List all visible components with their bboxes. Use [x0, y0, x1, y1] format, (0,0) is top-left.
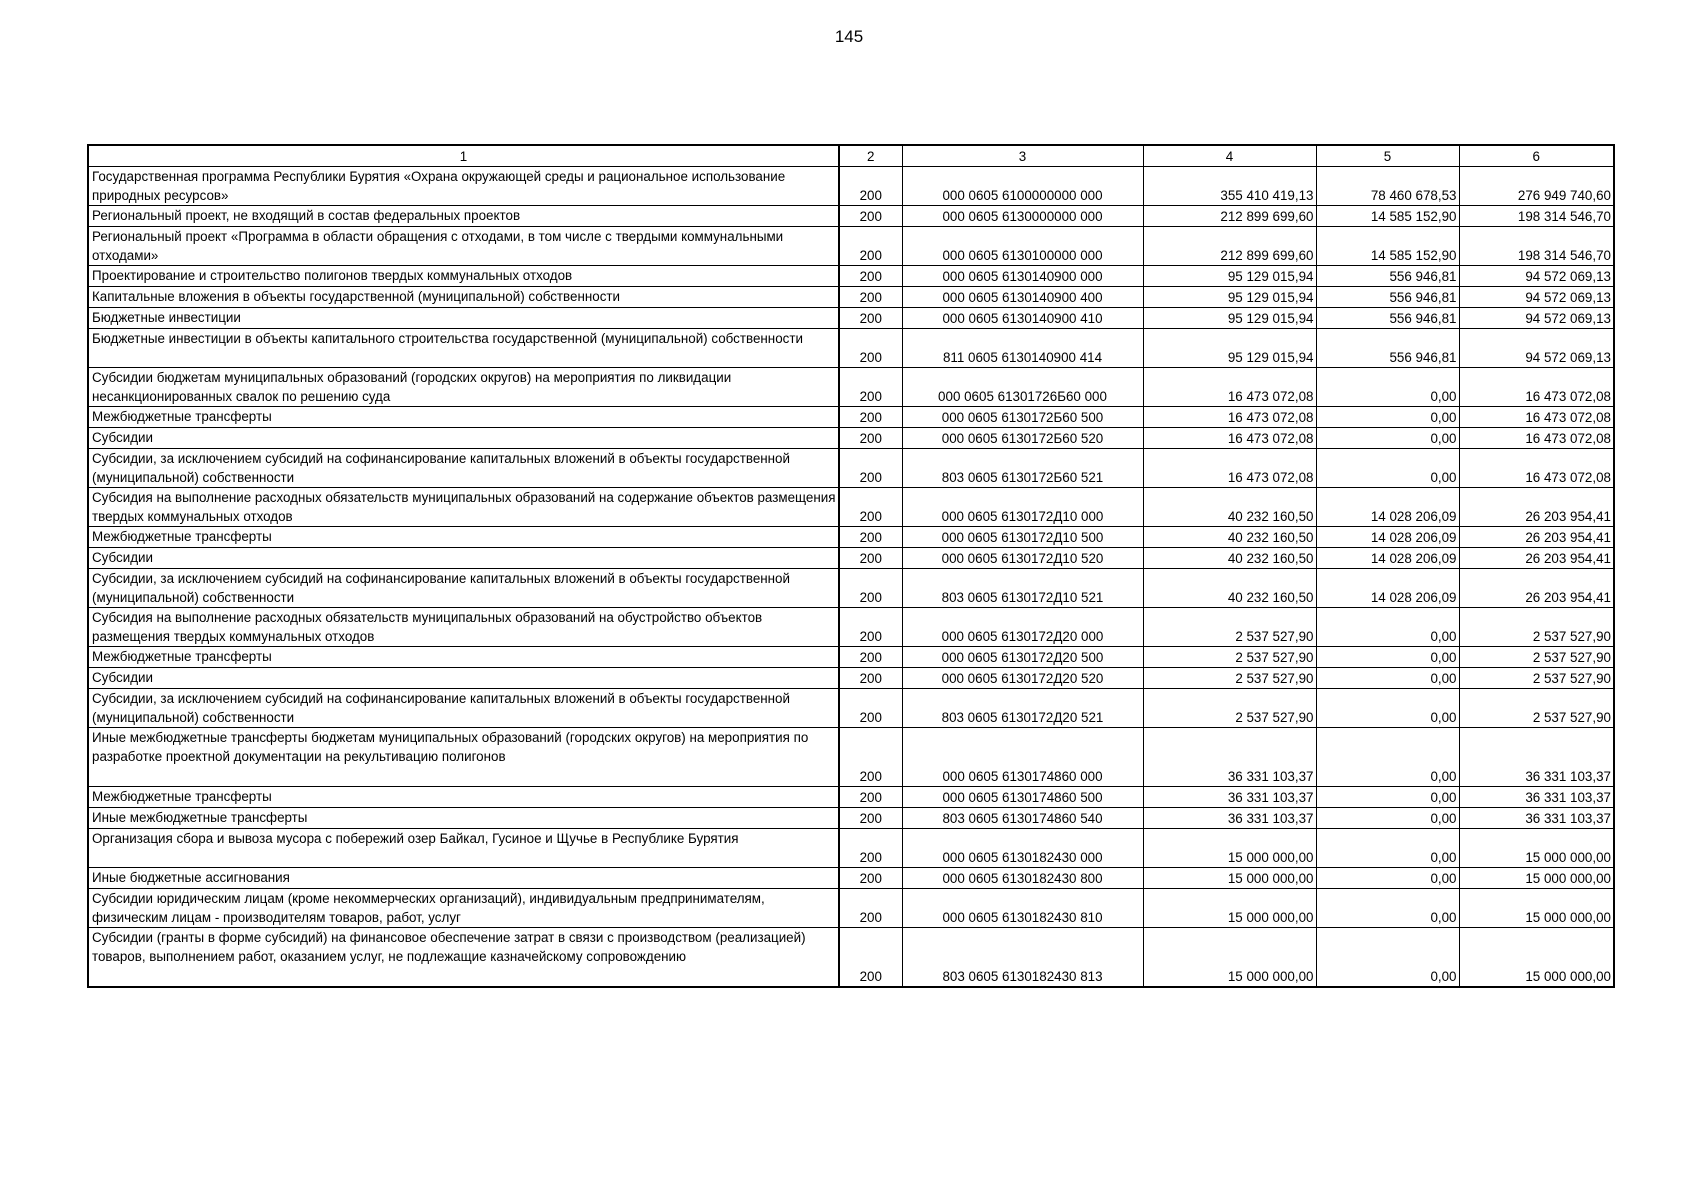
table-row: [88, 227, 1614, 266]
table-row: [88, 368, 1614, 407]
row-value-col4: 15 000 000,00: [1143, 889, 1316, 928]
row-name: Субсидия на выполнение расходных обязательств муниципальных образований на обустройство объектов размещения твердых коммунальных отходов: [88, 608, 839, 647]
row-admin-code: 200: [839, 287, 902, 308]
table-body: [88, 167, 1614, 988]
row-budget-code: 803 0605 6130172Д10 521: [902, 569, 1143, 608]
row-value-col4: 36 331 103,37: [1143, 808, 1316, 829]
row-value-col5: 0,00: [1316, 647, 1459, 668]
row-value-col6: 26 203 954,41: [1459, 569, 1614, 608]
row-value-col5: 556 946,81: [1316, 308, 1459, 329]
row-value-col5: 0,00: [1316, 407, 1459, 428]
row-value-col5: 14 028 206,09: [1316, 488, 1459, 527]
row-name: Субсидии, за исключением субсидий на софинансирование капитальных вложений в объекты государственной (муниципальной) собственности: [88, 689, 839, 728]
row-value-col6: 15 000 000,00: [1459, 928, 1614, 988]
row-value-col4: 16 473 072,08: [1143, 428, 1316, 449]
row-name: Организация сбора и вывоза мусора с побережий озер Байкал, Гусиное и Щучье в Республике Бурятия: [88, 829, 839, 868]
table-row: [88, 329, 1614, 368]
row-budget-code: 000 0605 6130172Д10 000: [902, 488, 1143, 527]
row-admin-code: 200: [839, 787, 902, 808]
row-admin-code: 200: [839, 928, 902, 988]
row-name: Иные бюджетные ассигнования: [88, 868, 839, 889]
table-row: [88, 668, 1614, 689]
row-value-col4: 2 537 527,90: [1143, 608, 1316, 647]
row-admin-code: 200: [839, 308, 902, 329]
row-value-col6: 36 331 103,37: [1459, 808, 1614, 829]
row-value-col4: 2 537 527,90: [1143, 689, 1316, 728]
row-budget-code: 000 0605 6130182430 800: [902, 868, 1143, 889]
row-budget-code: 000 0605 6130172Д20 500: [902, 647, 1143, 668]
row-value-col6: 15 000 000,00: [1459, 889, 1614, 928]
row-budget-code: 000 0605 6130172Б60 520: [902, 428, 1143, 449]
row-value-col6: 36 331 103,37: [1459, 728, 1614, 787]
row-value-col4: 95 129 015,94: [1143, 329, 1316, 368]
row-value-col6: 2 537 527,90: [1459, 647, 1614, 668]
row-name: Проектирование и строительство полигонов твердых коммунальных отходов: [88, 266, 839, 287]
column-header-5: 5: [1316, 145, 1459, 167]
row-admin-code: 200: [839, 548, 902, 569]
row-value-col5: 14 585 152,90: [1316, 227, 1459, 266]
row-budget-code: 000 0605 6130140900 400: [902, 287, 1143, 308]
table-row: [88, 787, 1614, 808]
row-name: Иные межбюджетные трансферты бюджетам муниципальных образований (городских округов) на мероприятия по разработке проектной документации на рекультивацию полигонов: [88, 728, 839, 787]
column-header-4: 4: [1143, 145, 1316, 167]
column-header-2: 2: [839, 145, 902, 167]
table-row: [88, 167, 1614, 206]
row-admin-code: 200: [839, 266, 902, 287]
row-value-col5: 0,00: [1316, 868, 1459, 889]
row-value-col4: 95 129 015,94: [1143, 287, 1316, 308]
table-row: [88, 266, 1614, 287]
row-budget-code: 000 0605 6130174860 500: [902, 787, 1143, 808]
row-value-col4: 15 000 000,00: [1143, 868, 1316, 889]
row-value-col4: 15 000 000,00: [1143, 928, 1316, 988]
table-row: [88, 889, 1614, 928]
row-admin-code: 200: [839, 527, 902, 548]
row-budget-code: 000 0605 6130100000 000: [902, 227, 1143, 266]
row-admin-code: 200: [839, 488, 902, 527]
row-value-col4: 15 000 000,00: [1143, 829, 1316, 868]
row-value-col6: 16 473 072,08: [1459, 428, 1614, 449]
row-value-col6: 198 314 546,70: [1459, 206, 1614, 227]
row-admin-code: 200: [839, 728, 902, 787]
row-admin-code: 200: [839, 868, 902, 889]
row-budget-code: 803 0605 6130174860 540: [902, 808, 1143, 829]
row-budget-code: 803 0605 6130182430 813: [902, 928, 1143, 988]
column-header-1: 1: [88, 145, 839, 167]
row-admin-code: 200: [839, 329, 902, 368]
row-value-col5: 556 946,81: [1316, 287, 1459, 308]
row-budget-code: 000 0605 6130182430 810: [902, 889, 1143, 928]
row-name: Региональный проект, не входящий в состав федеральных проектов: [88, 206, 839, 227]
row-value-col6: 2 537 527,90: [1459, 668, 1614, 689]
row-value-col5: 0,00: [1316, 368, 1459, 407]
table-row: [88, 608, 1614, 647]
row-value-col6: 15 000 000,00: [1459, 868, 1614, 889]
row-name: Капитальные вложения в объекты государственной (муниципальной) собственности: [88, 287, 839, 308]
row-value-col5: 0,00: [1316, 689, 1459, 728]
row-budget-code: 000 0605 6130174860 000: [902, 728, 1143, 787]
row-value-col6: 94 572 069,13: [1459, 266, 1614, 287]
table-row: [88, 829, 1614, 868]
row-value-col4: 212 899 699,60: [1143, 227, 1316, 266]
row-name: Межбюджетные трансферты: [88, 407, 839, 428]
row-budget-code: 000 0605 6130000000 000: [902, 206, 1143, 227]
table-row: [88, 407, 1614, 428]
row-value-col6: 26 203 954,41: [1459, 548, 1614, 569]
row-budget-code: 000 0605 6100000000 000: [902, 167, 1143, 206]
row-admin-code: 200: [839, 569, 902, 608]
row-value-col4: 16 473 072,08: [1143, 407, 1316, 428]
row-value-col4: 16 473 072,08: [1143, 368, 1316, 407]
row-budget-code: 000 0605 6130172Д10 500: [902, 527, 1143, 548]
row-value-col6: 2 537 527,90: [1459, 608, 1614, 647]
row-value-col5: 14 028 206,09: [1316, 548, 1459, 569]
table-row: [88, 689, 1614, 728]
row-name: Иные межбюджетные трансферты: [88, 808, 839, 829]
table-row: [88, 287, 1614, 308]
row-value-col5: 0,00: [1316, 787, 1459, 808]
row-value-col4: 212 899 699,60: [1143, 206, 1316, 227]
row-admin-code: 200: [839, 449, 902, 488]
row-value-col4: 95 129 015,94: [1143, 266, 1316, 287]
row-name: Субсидии бюджетам муниципальных образований (городских округов) на мероприятия по ликвидации несанкционированных свалок по решению суда: [88, 368, 839, 407]
row-admin-code: 200: [839, 227, 902, 266]
row-value-col5: 0,00: [1316, 428, 1459, 449]
row-value-col5: 0,00: [1316, 889, 1459, 928]
row-admin-code: 200: [839, 668, 902, 689]
row-value-col6: 15 000 000,00: [1459, 829, 1614, 868]
row-value-col6: 94 572 069,13: [1459, 287, 1614, 308]
row-name: Субсидия на выполнение расходных обязательств муниципальных образований на содержание объектов размещения твердых коммунальных отходов: [88, 488, 839, 527]
row-value-col4: 40 232 160,50: [1143, 488, 1316, 527]
table-row: [88, 728, 1614, 787]
column-header-6: 6: [1459, 145, 1614, 167]
row-admin-code: 200: [839, 647, 902, 668]
row-value-col5: 0,00: [1316, 808, 1459, 829]
row-value-col5: 14 585 152,90: [1316, 206, 1459, 227]
table-row: [88, 308, 1614, 329]
column-header-3: 3: [902, 145, 1143, 167]
row-value-col4: 2 537 527,90: [1143, 647, 1316, 668]
row-value-col4: 16 473 072,08: [1143, 449, 1316, 488]
row-value-col6: 276 949 740,60: [1459, 167, 1614, 206]
table-row: [88, 868, 1614, 889]
row-admin-code: 200: [839, 608, 902, 647]
row-name: Субсидии, за исключением субсидий на софинансирование капитальных вложений в объекты государственной (муниципальной) собственности: [88, 569, 839, 608]
row-value-col5: 78 460 678,53: [1316, 167, 1459, 206]
table-row: [88, 808, 1614, 829]
row-admin-code: 200: [839, 206, 902, 227]
row-value-col4: 95 129 015,94: [1143, 308, 1316, 329]
row-name: Бюджетные инвестиции в объекты капитального строительства государственной (муниципальной) собственности: [88, 329, 839, 368]
row-budget-code: 000 0605 6130172Д20 000: [902, 608, 1143, 647]
row-value-col4: 355 410 419,13: [1143, 167, 1316, 206]
row-name: Государственная программа Республики Бурятия «Охрана окружающей среды и рациональное использование природных ресурсов»: [88, 167, 839, 206]
row-value-col5: 0,00: [1316, 829, 1459, 868]
table-row: [88, 569, 1614, 608]
row-admin-code: 200: [839, 889, 902, 928]
table-row: [88, 548, 1614, 569]
row-admin-code: 200: [839, 167, 902, 206]
row-name: Межбюджетные трансферты: [88, 647, 839, 668]
row-value-col4: 40 232 160,50: [1143, 569, 1316, 608]
row-admin-code: 200: [839, 689, 902, 728]
row-name: Региональный проект «Программа в области обращения с отходами, в том числе с твердыми коммунальными отходами»: [88, 227, 839, 266]
row-admin-code: 200: [839, 368, 902, 407]
row-budget-code: 803 0605 6130172Б60 521: [902, 449, 1143, 488]
row-name: Субсидии юридическим лицам (кроме некоммерческих организаций), индивидуальным предпринимателям, физическим лицам - производителям товаров, работ, услуг: [88, 889, 839, 928]
table-row: [88, 428, 1614, 449]
row-value-col4: 40 232 160,50: [1143, 527, 1316, 548]
row-admin-code: 200: [839, 829, 902, 868]
row-budget-code: 000 0605 6130172Д20 520: [902, 668, 1143, 689]
table-row: [88, 488, 1614, 527]
row-value-col6: 16 473 072,08: [1459, 368, 1614, 407]
table-row: [88, 206, 1614, 227]
row-value-col5: 0,00: [1316, 608, 1459, 647]
row-budget-code: 000 0605 6130140900 000: [902, 266, 1143, 287]
row-value-col6: 16 473 072,08: [1459, 407, 1614, 428]
page-number: 145: [834, 27, 864, 46]
row-name: Межбюджетные трансферты: [88, 527, 839, 548]
row-value-col6: 26 203 954,41: [1459, 527, 1614, 548]
row-value-col6: 16 473 072,08: [1459, 449, 1614, 488]
row-budget-code: 811 0605 6130140900 414: [902, 329, 1143, 368]
row-value-col5: 0,00: [1316, 928, 1459, 988]
table-row: [88, 449, 1614, 488]
row-value-col5: 556 946,81: [1316, 266, 1459, 287]
row-budget-code: 000 0605 6130182430 000: [902, 829, 1143, 868]
row-value-col6: 26 203 954,41: [1459, 488, 1614, 527]
row-name: Субсидии: [88, 548, 839, 569]
row-value-col5: 556 946,81: [1316, 329, 1459, 368]
row-budget-code: 803 0605 6130172Д20 521: [902, 689, 1143, 728]
table-row: [88, 527, 1614, 548]
row-budget-code: 000 0605 6130172Б60 500: [902, 407, 1143, 428]
row-budget-code: 000 0605 6130172Д10 520: [902, 548, 1143, 569]
row-value-col5: 0,00: [1316, 728, 1459, 787]
row-value-col4: 36 331 103,37: [1143, 787, 1316, 808]
row-value-col6: 2 537 527,90: [1459, 689, 1614, 728]
row-budget-code: 000 0605 6130140900 410: [902, 308, 1143, 329]
row-name: Субсидии: [88, 428, 839, 449]
row-value-col4: 2 537 527,90: [1143, 668, 1316, 689]
budget-table: [87, 144, 1615, 988]
row-admin-code: 200: [839, 428, 902, 449]
row-value-col6: 36 331 103,37: [1459, 787, 1614, 808]
row-admin-code: 200: [839, 808, 902, 829]
table-row: [88, 928, 1614, 988]
row-name: Субсидии (гранты в форме субсидий) на финансовое обеспечение затрат в связи с производством (реализацией) товаров, выполнением работ, оказанием услуг, не подлежащие казначейскому сопровождению: [88, 928, 839, 988]
row-value-col5: 14 028 206,09: [1316, 527, 1459, 548]
row-name: Субсидии, за исключением субсидий на софинансирование капитальных вложений в объекты государственной (муниципальной) собственности: [88, 449, 839, 488]
row-admin-code: 200: [839, 407, 902, 428]
row-value-col6: 94 572 069,13: [1459, 329, 1614, 368]
row-value-col4: 40 232 160,50: [1143, 548, 1316, 569]
row-value-col6: 198 314 546,70: [1459, 227, 1614, 266]
row-value-col5: 0,00: [1316, 449, 1459, 488]
row-name: Субсидии: [88, 668, 839, 689]
row-budget-code: 000 0605 61301726Б60 000: [902, 368, 1143, 407]
row-name: Бюджетные инвестиции: [88, 308, 839, 329]
row-value-col5: 0,00: [1316, 668, 1459, 689]
table-header-row: [88, 145, 1614, 167]
row-value-col5: 14 028 206,09: [1316, 569, 1459, 608]
table-row: [88, 647, 1614, 668]
row-name: Межбюджетные трансферты: [88, 787, 839, 808]
row-value-col4: 36 331 103,37: [1143, 728, 1316, 787]
row-value-col6: 94 572 069,13: [1459, 308, 1614, 329]
